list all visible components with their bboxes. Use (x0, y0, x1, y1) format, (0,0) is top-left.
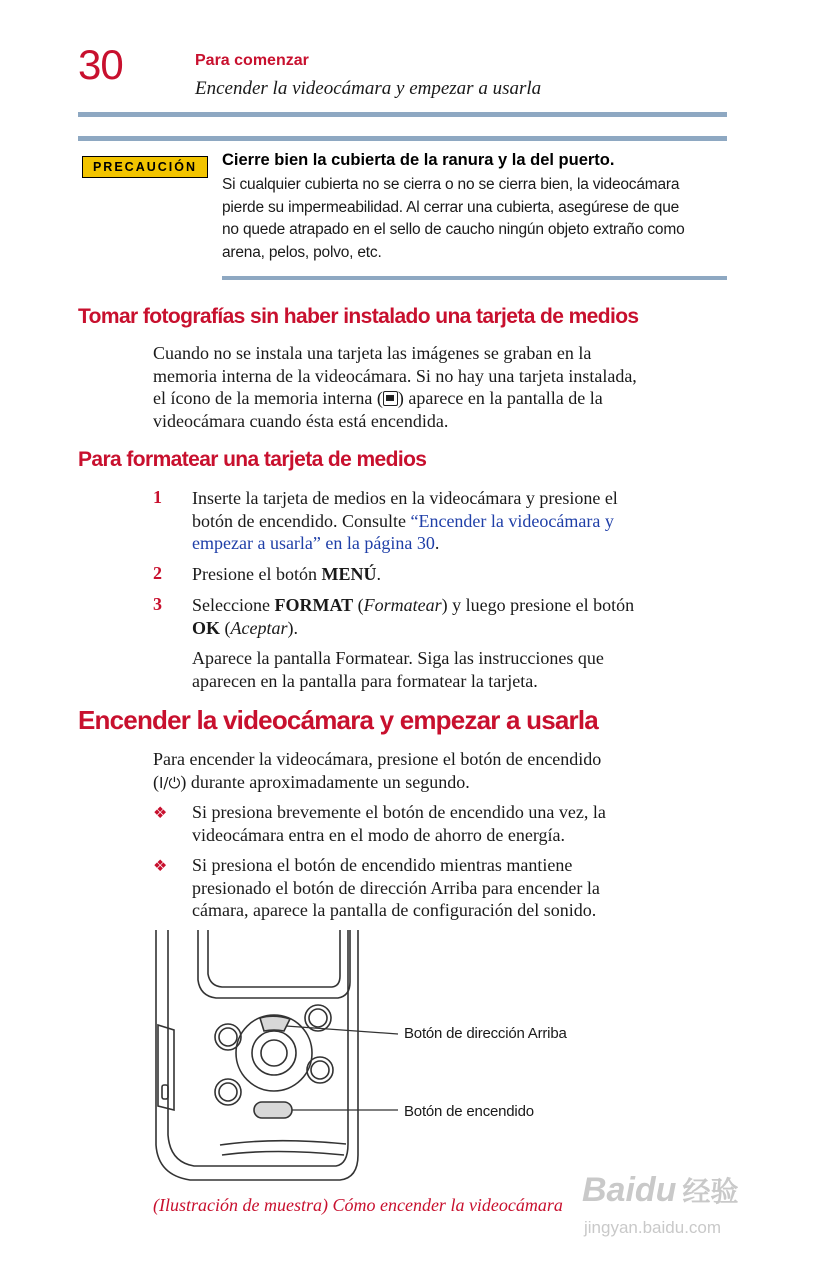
text-line (192, 617, 732, 640)
cross-reference-link[interactable]: empezar a usarla” en la página 30 (192, 533, 435, 553)
text-line: Si presiona el botón de encendido mientras mantiene (192, 855, 573, 875)
format-note (192, 647, 732, 692)
bold-term: FORMAT (274, 595, 354, 615)
internal-memory-icon (383, 391, 398, 406)
callout-line-up (286, 1026, 398, 1034)
text-fragment: ( (353, 595, 364, 615)
bold-term: OK (192, 617, 221, 638)
bullet-icon: ❖ (153, 858, 168, 875)
bullet-icon: ❖ (153, 805, 168, 822)
camcorder-illustration (150, 930, 410, 1190)
text-line: videocámara entra en el modo de ahorro de energía. (192, 824, 565, 845)
text-line (192, 510, 732, 533)
label-power-button: Botón de encendido (404, 1103, 534, 1120)
step-2-text (192, 563, 381, 586)
power-symbol-icon: I/⏻ (159, 773, 181, 792)
italic-term: Formatear (363, 595, 442, 615)
text-line (153, 771, 733, 795)
text-line (192, 594, 732, 617)
text-fragment: ) y luego presione el botón (441, 595, 635, 615)
text-fragment: ( (153, 771, 159, 792)
bold-term: MENÚ (321, 564, 377, 584)
text-line: aparecen en la pantalla para formatear la tarjeta. (192, 670, 538, 691)
text-fragment: ). (287, 617, 298, 638)
up-button (260, 1016, 290, 1031)
text-line: presionado el botón de dirección Arriba para encender la (192, 877, 600, 898)
step-1-text (192, 487, 732, 555)
caution-body (222, 174, 727, 264)
watermark-brand: Baidu (582, 1171, 677, 1209)
text-fragment: Presione el botón (192, 564, 322, 584)
text-line: Si presiona brevemente el botón de encendido una vez, la (192, 802, 606, 822)
text-line: Inserte la tarjeta de medios en la videocámara y presione el (192, 488, 618, 508)
heading-format: Para formatear una tarjeta de medios (78, 448, 427, 471)
bullet-text (192, 801, 732, 846)
label-up-button: Botón de dirección Arriba (404, 1025, 567, 1042)
caution-rule (222, 276, 727, 280)
heading-power: Encender la videocámara y empezar a usarla (78, 705, 598, 735)
text-line: Para encender la videocámara, presione el botón de encendido (153, 749, 602, 769)
header-rule-top (78, 112, 727, 117)
section-subtitle: Encender la videocámara y empezar a usarla (195, 78, 542, 99)
caution-title: Cierre bien la cubierta de la ranura y la del puerto. (222, 151, 615, 169)
watermark-url: jingyan.baidu.com (584, 1218, 722, 1237)
text-fragment: . (434, 533, 440, 553)
text-line: cámara, aparece la pantalla de configuración del sonido. (192, 900, 597, 920)
watermark-suffix: 经验 (682, 1176, 739, 1207)
text-line: videocámara cuando ésta está encendida. (153, 410, 449, 431)
watermark-logo (582, 1170, 738, 1210)
text-line (153, 387, 733, 410)
ok-button (261, 1040, 287, 1066)
step-number: 3 (153, 594, 162, 614)
caution-line: arena, pelos, polvo, etc. (222, 243, 382, 261)
step-number: 1 (153, 487, 162, 507)
italic-term: Aceptar (230, 617, 288, 638)
text-fragment: . (376, 564, 381, 584)
text-fragment: ) durante aproximadamente un segundo. (180, 771, 470, 792)
bullet-text (192, 854, 732, 922)
text-fragment: botón de encendido. Consulte (192, 510, 411, 531)
caution-line: pierde su impermeabilidad. Al cerrar una cubierta, asegúrese de que (222, 198, 680, 216)
text-fragment: ) aparece en la pantalla de la (397, 388, 603, 408)
figure-caption: (Ilustración de muestra) Cómo encender la videocámara (153, 1195, 563, 1215)
caution-badge: PRECAUCIÓN (82, 156, 208, 178)
text-line: Cuando no se instala una tarjeta las imágenes se graban en la (153, 343, 592, 363)
chapter-title: Para comenzar (195, 52, 309, 69)
cross-reference-link[interactable]: “Encender la videocámara y (410, 510, 614, 531)
caution-line: no quede atrapado en el sello de caucho ningún objeto extraño como (222, 221, 685, 238)
heading-no-card: Tomar fotografías sin haber instalado una tarjeta de medios (78, 305, 639, 328)
header-rule-bottom (78, 136, 727, 141)
step-3-text (192, 594, 732, 639)
power-intro (153, 748, 733, 794)
text-fragment: ( (220, 617, 231, 638)
power-button (254, 1102, 292, 1118)
page-number: 30 (78, 41, 123, 88)
text-fragment: Seleccione (192, 595, 275, 615)
text-line: memoria interna de la videocámara. Si no hay una tarjeta instalada, (153, 365, 637, 386)
text-line (192, 532, 732, 555)
text-fragment: el ícono de la memoria interna ( (153, 388, 383, 408)
text-line: Aparece la pantalla Formatear. Siga las instrucciones que (192, 648, 604, 668)
step-number: 2 (153, 563, 162, 583)
no-card-paragraph (153, 342, 733, 432)
caution-line: Si cualquier cubierta no se cierra o no se cierra bien, la videocámara (222, 176, 680, 193)
